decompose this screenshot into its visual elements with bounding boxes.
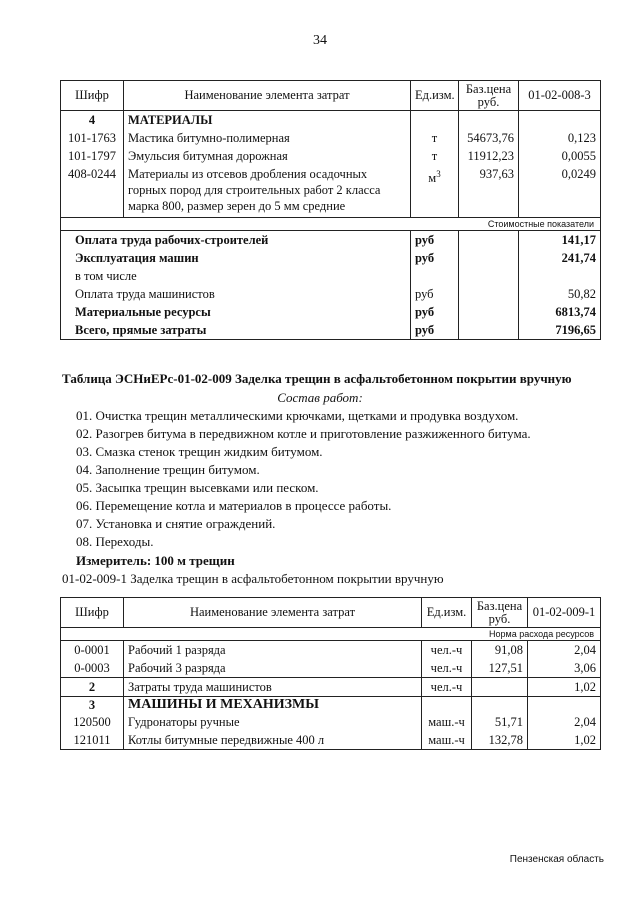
summary-value: 7196,65 — [519, 321, 601, 340]
row-code: 0-0001 — [61, 641, 124, 660]
table-row — [61, 659, 601, 678]
row-code: 0-0003 — [61, 659, 124, 678]
header-code: Шифр — [61, 598, 124, 628]
table-resources — [60, 597, 601, 750]
row-name: Гудронаторы ручные — [124, 713, 422, 731]
section-number: 3 — [61, 697, 124, 714]
row-value: 2,04 — [528, 713, 601, 731]
table-header-row — [61, 81, 601, 111]
row-price: 132,78 — [472, 731, 528, 750]
work-item: 07. Установка и снятие ограждений. — [76, 516, 276, 531]
row-name: Мастика битумно-полимерная — [124, 129, 411, 147]
work-item: 08. Переходы. — [76, 534, 154, 549]
summary-unit: руб — [411, 321, 459, 340]
row-code: 2 — [61, 678, 124, 697]
row-price: 54673,76 — [459, 129, 519, 147]
summary-row — [61, 321, 601, 340]
row-unit — [411, 165, 459, 218]
header-name: Наименование элемента затрат — [124, 598, 422, 628]
row-name-line: марка 800, размер зерен до 5 мм средние — [128, 199, 346, 213]
section-row — [61, 111, 601, 130]
row-price: 937,63 — [459, 165, 519, 218]
norm-row — [61, 628, 601, 641]
summary-name: Оплата труда машинистов — [61, 285, 411, 303]
row-price: 127,51 — [472, 659, 528, 678]
row-code: 101-1797 — [61, 147, 124, 165]
row-value: 3,06 — [528, 659, 601, 678]
row-value: 1,02 — [528, 731, 601, 750]
table-row — [61, 731, 601, 750]
row-name: Котлы битумные передвижные 400 л — [124, 731, 422, 750]
row-unit: чел.-ч — [422, 659, 472, 678]
header-norm-code: 01-02-008-3 — [519, 81, 601, 111]
summary-row — [61, 231, 601, 250]
row-name: Рабочий 1 разряда — [124, 641, 422, 660]
summary-unit: руб — [411, 303, 459, 321]
row-unit: т — [411, 147, 459, 165]
table-materials — [60, 80, 601, 340]
work-item: 04. Заполнение трещин битумом. — [76, 462, 260, 477]
row-price — [472, 678, 528, 697]
meter-label: Измеритель: 100 м трещин — [76, 553, 235, 568]
header-norm-code: 01-02-009-1 — [528, 598, 601, 628]
header-name: Наименование элемента затрат — [124, 81, 411, 111]
summary-row — [61, 267, 601, 285]
table-header-row — [61, 598, 601, 628]
table-row — [61, 165, 601, 218]
row-code: 408-0244 — [61, 165, 124, 218]
row-code: 121011 — [61, 731, 124, 750]
section-number: 4 — [61, 111, 124, 130]
row-value: 0,0055 — [519, 147, 601, 165]
row-name: Эмульсия битумная дорожная — [124, 147, 411, 165]
section-title: МАТЕРИАЛЫ — [124, 111, 411, 130]
summary-value: 50,82 — [519, 285, 601, 303]
unit-text: м — [428, 171, 437, 186]
summary-row — [61, 303, 601, 321]
work-item: 06. Перемещение котла и материалов в процессе работы. — [76, 498, 392, 513]
table-row — [61, 147, 601, 165]
table-row — [61, 641, 601, 660]
page-number: 34 — [313, 33, 327, 48]
section-row — [61, 697, 601, 714]
row-name-line: Материалы из отсевов дробления осадочных — [128, 167, 368, 181]
row-code: 101-1763 — [61, 129, 124, 147]
row-price: 51,71 — [472, 713, 528, 731]
header-price: Баз.цена руб. — [472, 598, 528, 628]
row-price: 11912,23 — [459, 147, 519, 165]
work-item: 03. Смазка стенок трещин жидким битумом. — [76, 444, 323, 459]
works-list — [76, 407, 531, 551]
header-price: Баз.цена руб. — [459, 81, 519, 111]
table-row — [61, 678, 601, 697]
cost-indicators-label: Стоимостные показатели — [61, 218, 601, 231]
footer-region: Пензенская область — [509, 854, 604, 865]
summary-value: 141,17 — [519, 231, 601, 250]
summary-unit: руб — [411, 249, 459, 267]
work-item: 02. Разогрев битума в передвижном котле и приготовление разжиженного битума. — [76, 426, 531, 441]
row-price: 91,08 — [472, 641, 528, 660]
row-value: 0,123 — [519, 129, 601, 147]
row-value: 1,02 — [528, 678, 601, 697]
norm-label: Норма расхода ресурсов — [61, 628, 601, 641]
row-value: 2,04 — [528, 641, 601, 660]
row-name: Затраты труда машинистов — [124, 678, 422, 697]
summary-row — [61, 285, 601, 303]
table-row — [61, 713, 601, 731]
code-line: 01-02-009-1 Заделка трещин в асфальтобетонном покрытии вручную — [62, 571, 444, 586]
row-code: 120500 — [61, 713, 124, 731]
header-unit: Ед.изм. — [422, 598, 472, 628]
summary-name: Эксплуатация машин — [61, 249, 411, 267]
summary-name: Материальные ресурсы — [61, 303, 411, 321]
work-item: 01. Очистка трещин металлическими крючками, щетками и продувка воздухом. — [76, 408, 519, 423]
composition-title: Состав работ: — [277, 390, 363, 405]
summary-name: Оплата труда рабочих-строителей — [61, 231, 411, 250]
section-title: МАШИНЫ И МЕХАНИЗМЫ — [124, 697, 422, 714]
row-name: Рабочий 3 разряда — [124, 659, 422, 678]
summary-name: Всего, прямые затраты — [61, 321, 411, 340]
work-item: 05. Засыпка трещин высевками или песком. — [76, 480, 319, 495]
table-row — [61, 129, 601, 147]
table-title: Таблица ЭСНиЕРс-01-02-009 Заделка трещин в асфальтобетонном покрытии вручную — [62, 371, 572, 386]
row-value: 0,0249 — [519, 165, 601, 218]
row-unit: т — [411, 129, 459, 147]
row-name — [124, 165, 411, 218]
row-unit: чел.-ч — [422, 678, 472, 697]
row-unit: маш.-ч — [422, 731, 472, 750]
cost-indicators-row — [61, 218, 601, 231]
row-unit: чел.-ч — [422, 641, 472, 660]
summary-unit: руб — [411, 231, 459, 250]
header-unit: Ед.изм. — [411, 81, 459, 111]
summary-unit: руб — [411, 285, 459, 303]
row-name-line: горных пород для строительных работ 2 класса — [128, 183, 381, 197]
unit-superscript: 3 — [436, 169, 441, 179]
summary-row — [61, 249, 601, 267]
summary-value: 241,74 — [519, 249, 601, 267]
summary-name: в том числе — [61, 267, 411, 285]
row-unit: маш.-ч — [422, 713, 472, 731]
summary-value: 6813,74 — [519, 303, 601, 321]
header-code: Шифр — [61, 81, 124, 111]
